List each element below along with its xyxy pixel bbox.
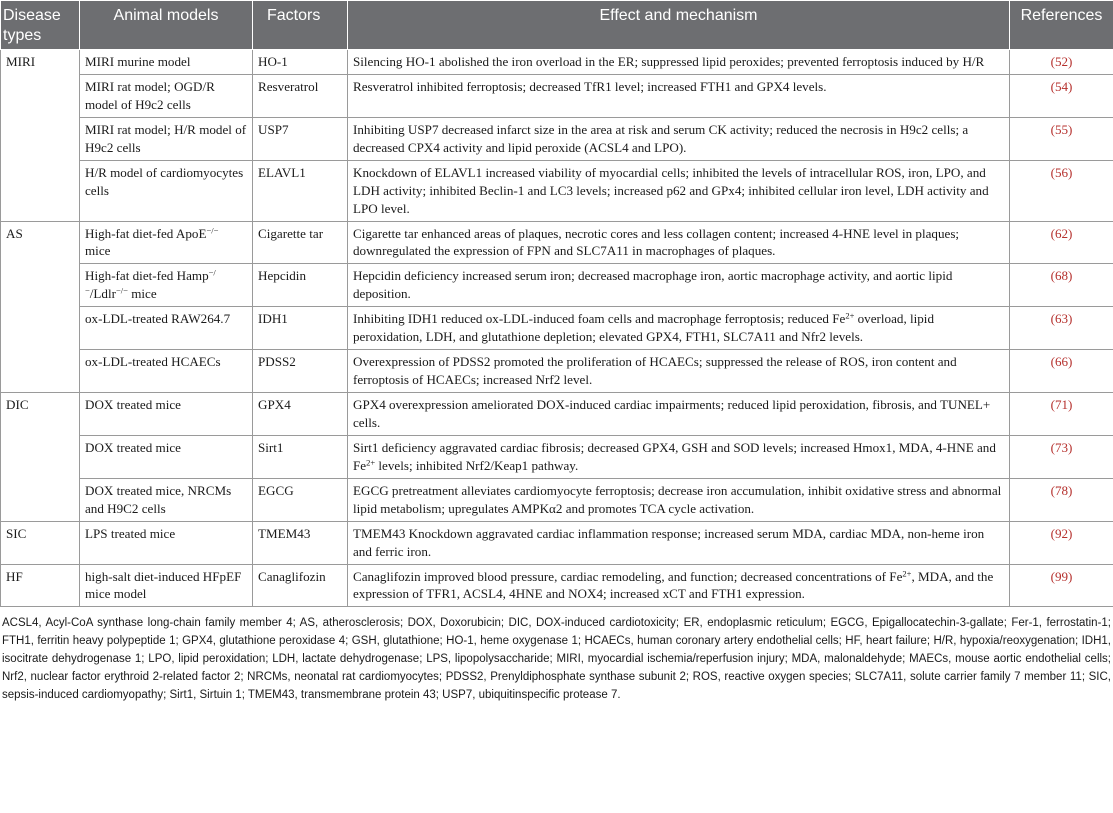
effect-mechanism-cell: Knockdown of ELAVL1 increased viability of myocardial cells; inhibited the levels of intracellular ROS, iron, LPO, and LDH activity; inhibited Beclin-1 and LC3 levels; increased p62 and GPx4; inhibited cellular iron level, LDH activity and LPO level. <box>348 160 1010 221</box>
animal-model-cell: MIRI murine model <box>80 50 253 75</box>
disease-type-cell: SIC <box>1 521 80 564</box>
table-row <box>1 521 1113 564</box>
reference-link[interactable]: (99) <box>1010 564 1113 607</box>
table-row <box>1 350 1113 393</box>
table-row <box>1 435 1113 478</box>
disease-type-cell: AS <box>1 221 80 393</box>
factor-cell: GPX4 <box>253 393 348 436</box>
table-row <box>1 74 1113 117</box>
reference-link[interactable]: (56) <box>1010 160 1113 221</box>
factor-cell: USP7 <box>253 117 348 160</box>
table-row <box>1 307 1113 350</box>
animal-model-cell: high-salt diet-induced HFpEF mice model <box>80 564 253 607</box>
table-row <box>1 564 1113 607</box>
reference-link[interactable]: (92) <box>1010 521 1113 564</box>
abbreviations-footnote: ACSL4, Acyl-CoA synthase long-chain family member 4; AS, atherosclerosis; DOX, Doxorubicin; DIC, DOX-induced cardiotoxicity; ER, endoplasmic reticulum; EGCG, Epigallocatechin-3-gallate; Fer-1, ferrostatin-1; FTH1, ferritin heavy polypeptide 1; GPX4, glutathione peroxidase 4; GSH, glutathione; HO-1, heme oxygenase 1; HCAECs, human coronary artery endothelial cells; HF, heart failure; H/R, hypoxia/reoxygenation; IDH1, isocitrate dehydrogenase 1; LPO, lipid peroxidation; LDH, lactate dehydrogenase; LPS, lipopolysaccharide; MIRI, myocardial ischemia/reperfusion injury; MDA, malonaldehyde; MAECs, mouse aortic endothelial cells; Nrf2, nuclear factor erythroid 2-related factor 2; NRCMs, neonatal rat cardiomyocytes; PDSS2, Prenyldiphosphate synthase subunit 2; ROS, reactive oxygen species; SLC7A11, solute carrier family 7 member 11; SIC, sepsis-induced cardiomyopathy; Sirt1, Sirtuin 1; TMEM43, transmembrane protein 43; USP7, ubiquitinspecific protease 7. <box>2 617 1111 701</box>
reference-link[interactable]: (55) <box>1010 117 1113 160</box>
factor-cell: Canaglifozin <box>253 564 348 607</box>
animal-model-cell: H/R model of cardiomyocytes cells <box>80 160 253 221</box>
reference-link[interactable]: (52) <box>1010 50 1113 75</box>
table-row <box>1 478 1113 521</box>
table-row <box>1 160 1113 221</box>
reference-link[interactable]: (71) <box>1010 393 1113 436</box>
effect-mechanism-cell: GPX4 overexpression ameliorated DOX-induced cardiac impairments; reduced lipid peroxidation, fibrosis, and TUNEL+ cells. <box>348 393 1010 436</box>
effect-mechanism-cell: TMEM43 Knockdown aggravated cardiac inflammation response; increased serum MDA, cardiac MDA, non-heme iron and ferric iron. <box>348 521 1010 564</box>
factor-cell: EGCG <box>253 478 348 521</box>
effect-mechanism-cell: Cigarette tar enhanced areas of plaques, necrotic cores and less collagen content; increased 4-HNE level in plaques; downregulated the expression of FPN and SLC7A11 in macrophages of plaques. <box>348 221 1010 264</box>
reference-link[interactable]: (78) <box>1010 478 1113 521</box>
reference-link[interactable]: (63) <box>1010 307 1113 350</box>
effect-mechanism-cell: Hepcidin deficiency increased serum iron; decreased macrophage iron, aortic macrophage activity, and aortic lipid deposition. <box>348 264 1010 307</box>
table-row <box>1 393 1113 436</box>
table-row <box>1 264 1113 307</box>
reference-link[interactable]: (54) <box>1010 74 1113 117</box>
reference-link[interactable]: (62) <box>1010 221 1113 264</box>
effect-mechanism-cell: Resveratrol inhibited ferroptosis; decreased TfR1 level; increased FTH1 and GPX4 levels. <box>348 74 1010 117</box>
effect-mechanism-cell: Inhibiting USP7 decreased infarct size in the area at risk and serum CK activity; reduced the necrosis in H9c2 cells; a decreased CPX4 activity and lipid peroxide (ACSL4 and LPO). <box>348 117 1010 160</box>
header-row <box>1 1 1113 50</box>
disease-type-cell: DIC <box>1 393 80 522</box>
header-animal-models: Animal models <box>80 1 253 50</box>
animal-model-cell: High-fat diet-fed ApoE−/− mice <box>80 221 253 264</box>
reference-link[interactable]: (73) <box>1010 435 1113 478</box>
table-row <box>1 221 1113 264</box>
factor-cell: HO-1 <box>253 50 348 75</box>
reference-link[interactable]: (66) <box>1010 350 1113 393</box>
factor-cell: Hepcidin <box>253 264 348 307</box>
reference-link[interactable]: (68) <box>1010 264 1113 307</box>
header-effect-mechanism: Effect and mechanism <box>348 1 1010 50</box>
effect-mechanism-cell: Inhibiting IDH1 reduced ox-LDL-induced foam cells and macrophage ferroptosis; reduced $Fe^{2+}$ overload, lipid peroxidation, LDH, and glutathione depletion; elevated GPX4, FTH1, SLC7A11 and Nfr2 levels. <box>348 307 1010 350</box>
table-row <box>1 50 1113 75</box>
header-references: References <box>1010 1 1113 50</box>
table-body <box>1 50 1113 607</box>
animal-model-cell: DOX treated mice, NRCMs and H9C2 cells <box>80 478 253 521</box>
animal-model-cell: MIRI rat model; OGD/R model of H9c2 cells <box>80 74 253 117</box>
disease-type-cell: HF <box>1 564 80 607</box>
animal-model-cell: ox-LDL-treated RAW264.7 <box>80 307 253 350</box>
factor-cell: PDSS2 <box>253 350 348 393</box>
animal-model-cell: LPS treated mice <box>80 521 253 564</box>
disease-type-cell: MIRI <box>1 50 80 222</box>
effect-mechanism-cell: Silencing HO-1 abolished the iron overload in the ER; suppressed lipid peroxides; prevented ferroptosis induced by H/R <box>348 50 1010 75</box>
factor-cell: ELAVL1 <box>253 160 348 221</box>
effect-mechanism-cell: Overexpression of PDSS2 promoted the proliferation of HCAECs; suppressed the release of ROS, iron content and ferroptosis of HCAECs; increased Nrf2 level. <box>348 350 1010 393</box>
factor-cell: TMEM43 <box>253 521 348 564</box>
factor-cell: Resveratrol <box>253 74 348 117</box>
animal-model-cell: DOX treated mice <box>80 435 253 478</box>
animal-model-cell: ox-LDL-treated HCAECs <box>80 350 253 393</box>
effect-mechanism-cell: Sirt1 deficiency aggravated cardiac fibrosis; decreased GPX4, GSH and SOD levels; increased Hmox1, MDA, 4-HNE and $Fe^{2+}$ levels; inhibited Nrf2/Keap1 pathway. <box>348 435 1010 478</box>
animal-model-cell: DOX treated mice <box>80 393 253 436</box>
animal-model-cell: High-fat diet-fed Hamp−/−/Ldlr−/− mice <box>80 264 253 307</box>
animal-model-cell: MIRI rat model; H/R model of H9c2 cells <box>80 117 253 160</box>
factor-cell: IDH1 <box>253 307 348 350</box>
factor-cell: Cigarette tar <box>253 221 348 264</box>
header-disease-types: Disease types <box>1 1 80 50</box>
factor-cell: Sirt1 <box>253 435 348 478</box>
effect-mechanism-cell: EGCG pretreatment alleviates cardiomyocyte ferroptosis; decrease iron accumulation, inhibit oxidative stress and abnormal lipid metabolism; upregulates AMPKα2 and promotes TCA cycle activation. <box>348 478 1010 521</box>
table-row <box>1 117 1113 160</box>
header-factors: Factors <box>253 1 348 50</box>
effect-mechanism-cell: Canaglifozin improved blood pressure, cardiac remodeling, and function; decreased concentrations of $Fe^{2+}$, MDA, and the expression of TFR1, ACSL4, 4HNE and NOX4; increased xCT and FTH1 expression. <box>348 564 1010 607</box>
